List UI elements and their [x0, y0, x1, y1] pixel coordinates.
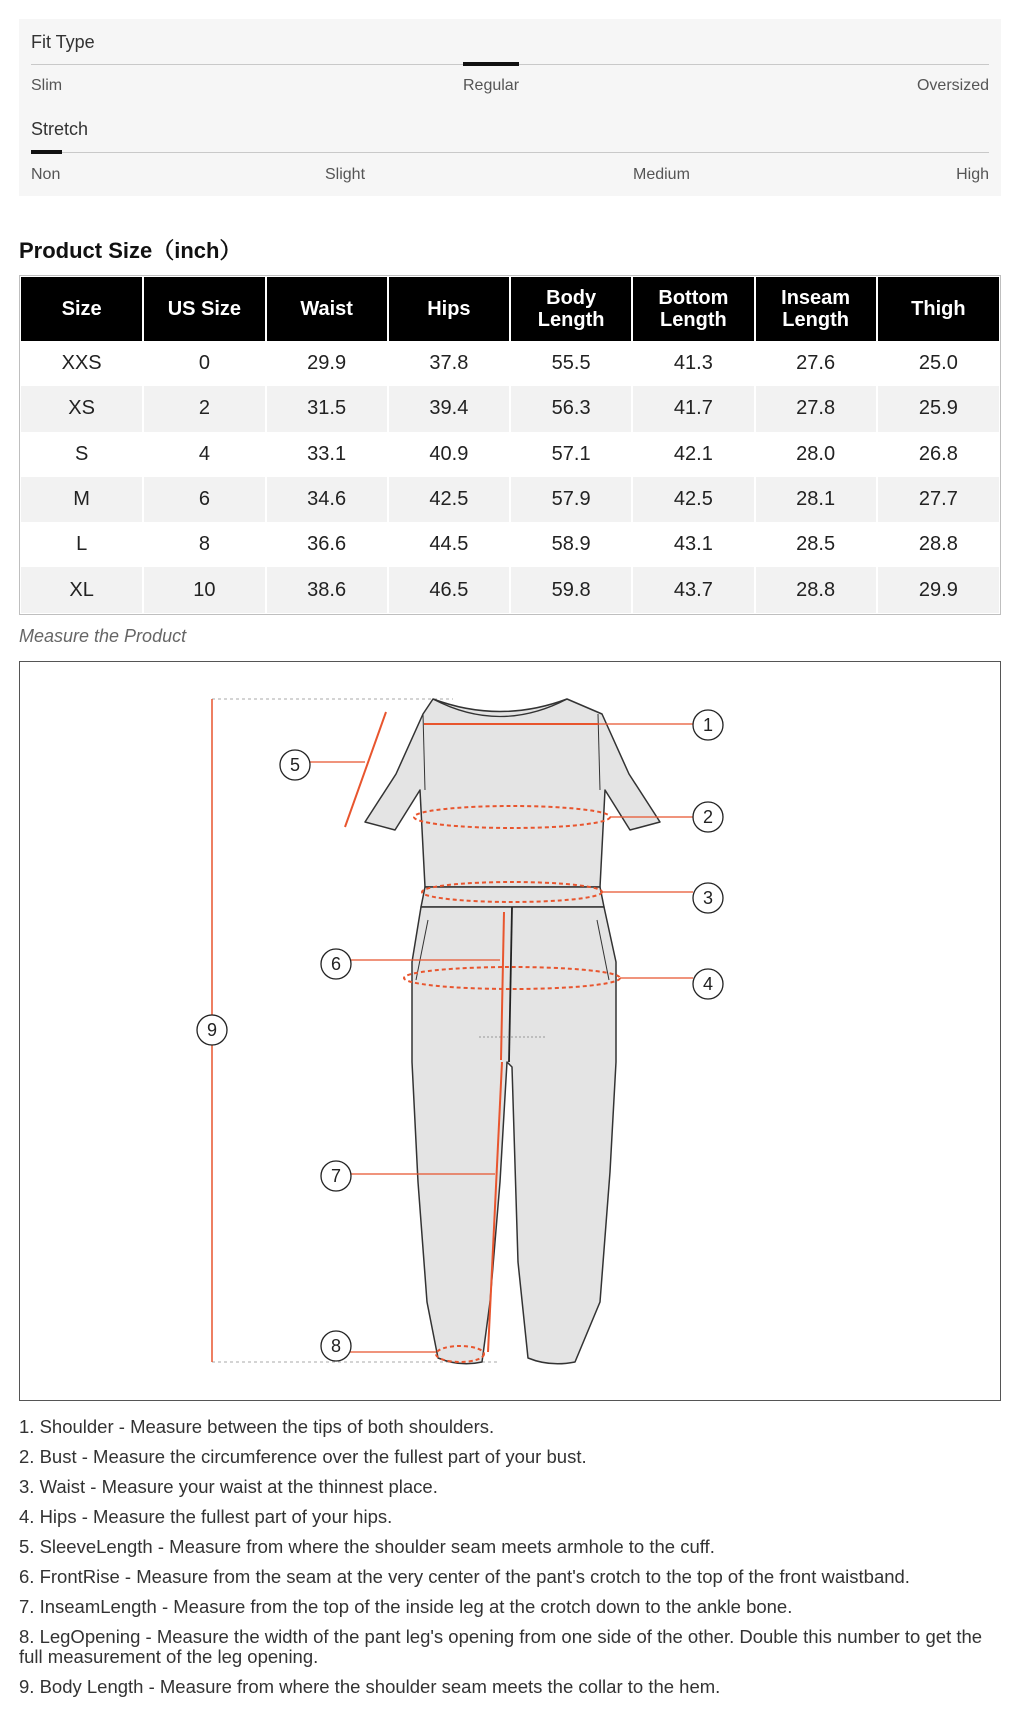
table-cell: 34.6 — [266, 477, 388, 522]
header-bottom-length: Bottom Length — [632, 277, 754, 341]
fit-type-label-regular: Regular — [463, 77, 520, 94]
table-cell: 31.5 — [266, 386, 388, 431]
fit-type-label-oversized: Oversized — [916, 77, 989, 94]
waistband — [421, 887, 604, 907]
fit-type-title: Fit Type — [31, 32, 95, 52]
note-shoulder: 1. Shoulder - Measure between the tips of both shoulders. — [19, 1416, 495, 1437]
callout-4 — [693, 969, 723, 999]
table-cell: 43.7 — [632, 567, 754, 612]
table-cell: 4 — [143, 432, 265, 477]
table-cell: 29.9 — [266, 341, 388, 386]
table-cell: 29.9 — [877, 567, 999, 612]
callout-8 — [321, 1331, 351, 1361]
table-cell: 27.7 — [877, 477, 999, 522]
table-cell: 28.8 — [877, 522, 999, 567]
stretch-label-slight: Slight — [325, 166, 366, 183]
measurement-diagram — [19, 661, 1001, 1401]
table-cell: 2 — [143, 386, 265, 431]
table-cell: L — [21, 522, 143, 567]
table-cell: 33.1 — [266, 432, 388, 477]
table-cell: 59.8 — [510, 567, 632, 612]
table-cell: 42.5 — [632, 477, 754, 522]
table-cell: 26.8 — [877, 432, 999, 477]
size-table-container — [19, 275, 1001, 615]
table-cell: 25.9 — [877, 386, 999, 431]
callout-number: 2 — [702, 807, 714, 827]
callout-9 — [197, 1015, 227, 1045]
stretch-title: Stretch — [31, 119, 89, 139]
table-cell: 57.9 — [510, 477, 632, 522]
note-body-length: 9. Body Length - Measure from where the shoulder seam meets the collar to the hem. — [19, 1676, 721, 1697]
measure-caption: Measure the Product — [19, 626, 187, 646]
table-cell: 36.6 — [266, 522, 388, 567]
stretch-label-non: Non — [31, 166, 61, 183]
note-bust: 2. Bust - Measure the circumference over the fullest part of your bust. — [19, 1446, 587, 1467]
fit-type-label-slim: Slim — [31, 77, 63, 94]
table-cell: XXS — [21, 341, 143, 386]
table-row — [21, 477, 999, 522]
header-hips: Hips — [388, 277, 510, 341]
callout-number: 4 — [702, 974, 714, 994]
callout-number: 8 — [330, 1336, 342, 1356]
table-cell: 58.9 — [510, 522, 632, 567]
callout-1 — [693, 710, 723, 740]
callout-6 — [321, 949, 351, 979]
table-row — [21, 386, 999, 431]
table-cell: 28.8 — [755, 567, 877, 612]
table-cell: 28.1 — [755, 477, 877, 522]
note-leg-opening: 8. LegOpening - Measure the width of the pant leg's opening from one side of the other. Double this number to get the full measurement of the leg opening. — [19, 1626, 983, 1667]
stretch-label-high: High — [956, 166, 989, 183]
table-row — [21, 432, 999, 477]
stretch-marker — [31, 150, 62, 154]
header-size: Size — [21, 277, 143, 341]
jumpsuit-illustration — [20, 662, 1000, 1400]
callout-number: 7 — [330, 1166, 342, 1186]
fit-type-marker — [463, 62, 519, 66]
measurement-notes — [19, 1417, 1009, 1707]
stretch-label-medium: Medium — [633, 166, 690, 183]
callout-number: 3 — [702, 888, 714, 908]
table-cell: 57.1 — [510, 432, 632, 477]
note-inseam-length: 7. InseamLength - Measure from the top of the inside leg at the crotch down to the ankle bone. — [19, 1596, 793, 1617]
note-sleeve-length: 5. SleeveLength - Measure from where the shoulder seam meets armhole to the cuff. — [19, 1536, 715, 1557]
table-cell: 27.6 — [755, 341, 877, 386]
table-cell: 46.5 — [388, 567, 510, 612]
table-cell: 56.3 — [510, 386, 632, 431]
table-cell: 42.5 — [388, 477, 510, 522]
header-body-length: Body Length — [510, 277, 632, 341]
table-cell: 42.1 — [632, 432, 754, 477]
table-cell: 10 — [143, 567, 265, 612]
callout-number: 6 — [330, 954, 342, 974]
stretch-scale — [31, 152, 989, 153]
size-table-header-row — [21, 277, 999, 341]
size-table — [21, 277, 999, 613]
table-row — [21, 567, 999, 612]
fit-panel — [19, 19, 1001, 196]
header-us-size: US Size — [143, 277, 265, 341]
pants-garment — [412, 907, 616, 1364]
table-cell: 28.0 — [755, 432, 877, 477]
callout-7 — [321, 1161, 351, 1191]
callout-number: 1 — [702, 715, 714, 735]
product-size-title: Product Size（inch） — [19, 238, 242, 263]
table-cell: 28.5 — [755, 522, 877, 567]
table-cell: 40.9 — [388, 432, 510, 477]
table-cell: XS — [21, 386, 143, 431]
table-cell: 25.0 — [877, 341, 999, 386]
header-inseam-length: Inseam Length — [755, 277, 877, 341]
callout-number: 9 — [206, 1020, 218, 1040]
table-cell: XL — [21, 567, 143, 612]
table-row — [21, 522, 999, 567]
table-cell: 6 — [143, 477, 265, 522]
callout-number: 5 — [289, 755, 301, 775]
note-front-rise: 6. FrontRise - Measure from the seam at the very center of the pant's crotch to the top of the front waistband. — [19, 1566, 910, 1587]
table-cell: S — [21, 432, 143, 477]
table-cell: 41.3 — [632, 341, 754, 386]
table-cell: 0 — [143, 341, 265, 386]
table-cell: 55.5 — [510, 341, 632, 386]
table-row — [21, 341, 999, 386]
header-waist: Waist — [266, 277, 388, 341]
table-cell: 38.6 — [266, 567, 388, 612]
table-cell: 39.4 — [388, 386, 510, 431]
callout-3 — [693, 883, 723, 913]
note-hips: 4. Hips - Measure the fullest part of your hips. — [19, 1506, 393, 1527]
note-waist: 3. Waist - Measure your waist at the thinnest place. — [19, 1476, 438, 1497]
table-cell: M — [21, 477, 143, 522]
table-cell: 27.8 — [755, 386, 877, 431]
table-cell: 8 — [143, 522, 265, 567]
top-garment — [365, 699, 660, 887]
table-cell: 44.5 — [388, 522, 510, 567]
table-cell: 37.8 — [388, 341, 510, 386]
table-cell: 41.7 — [632, 386, 754, 431]
header-thigh: Thigh — [877, 277, 999, 341]
callout-5 — [280, 750, 310, 780]
callout-2 — [693, 802, 723, 832]
table-cell: 43.1 — [632, 522, 754, 567]
